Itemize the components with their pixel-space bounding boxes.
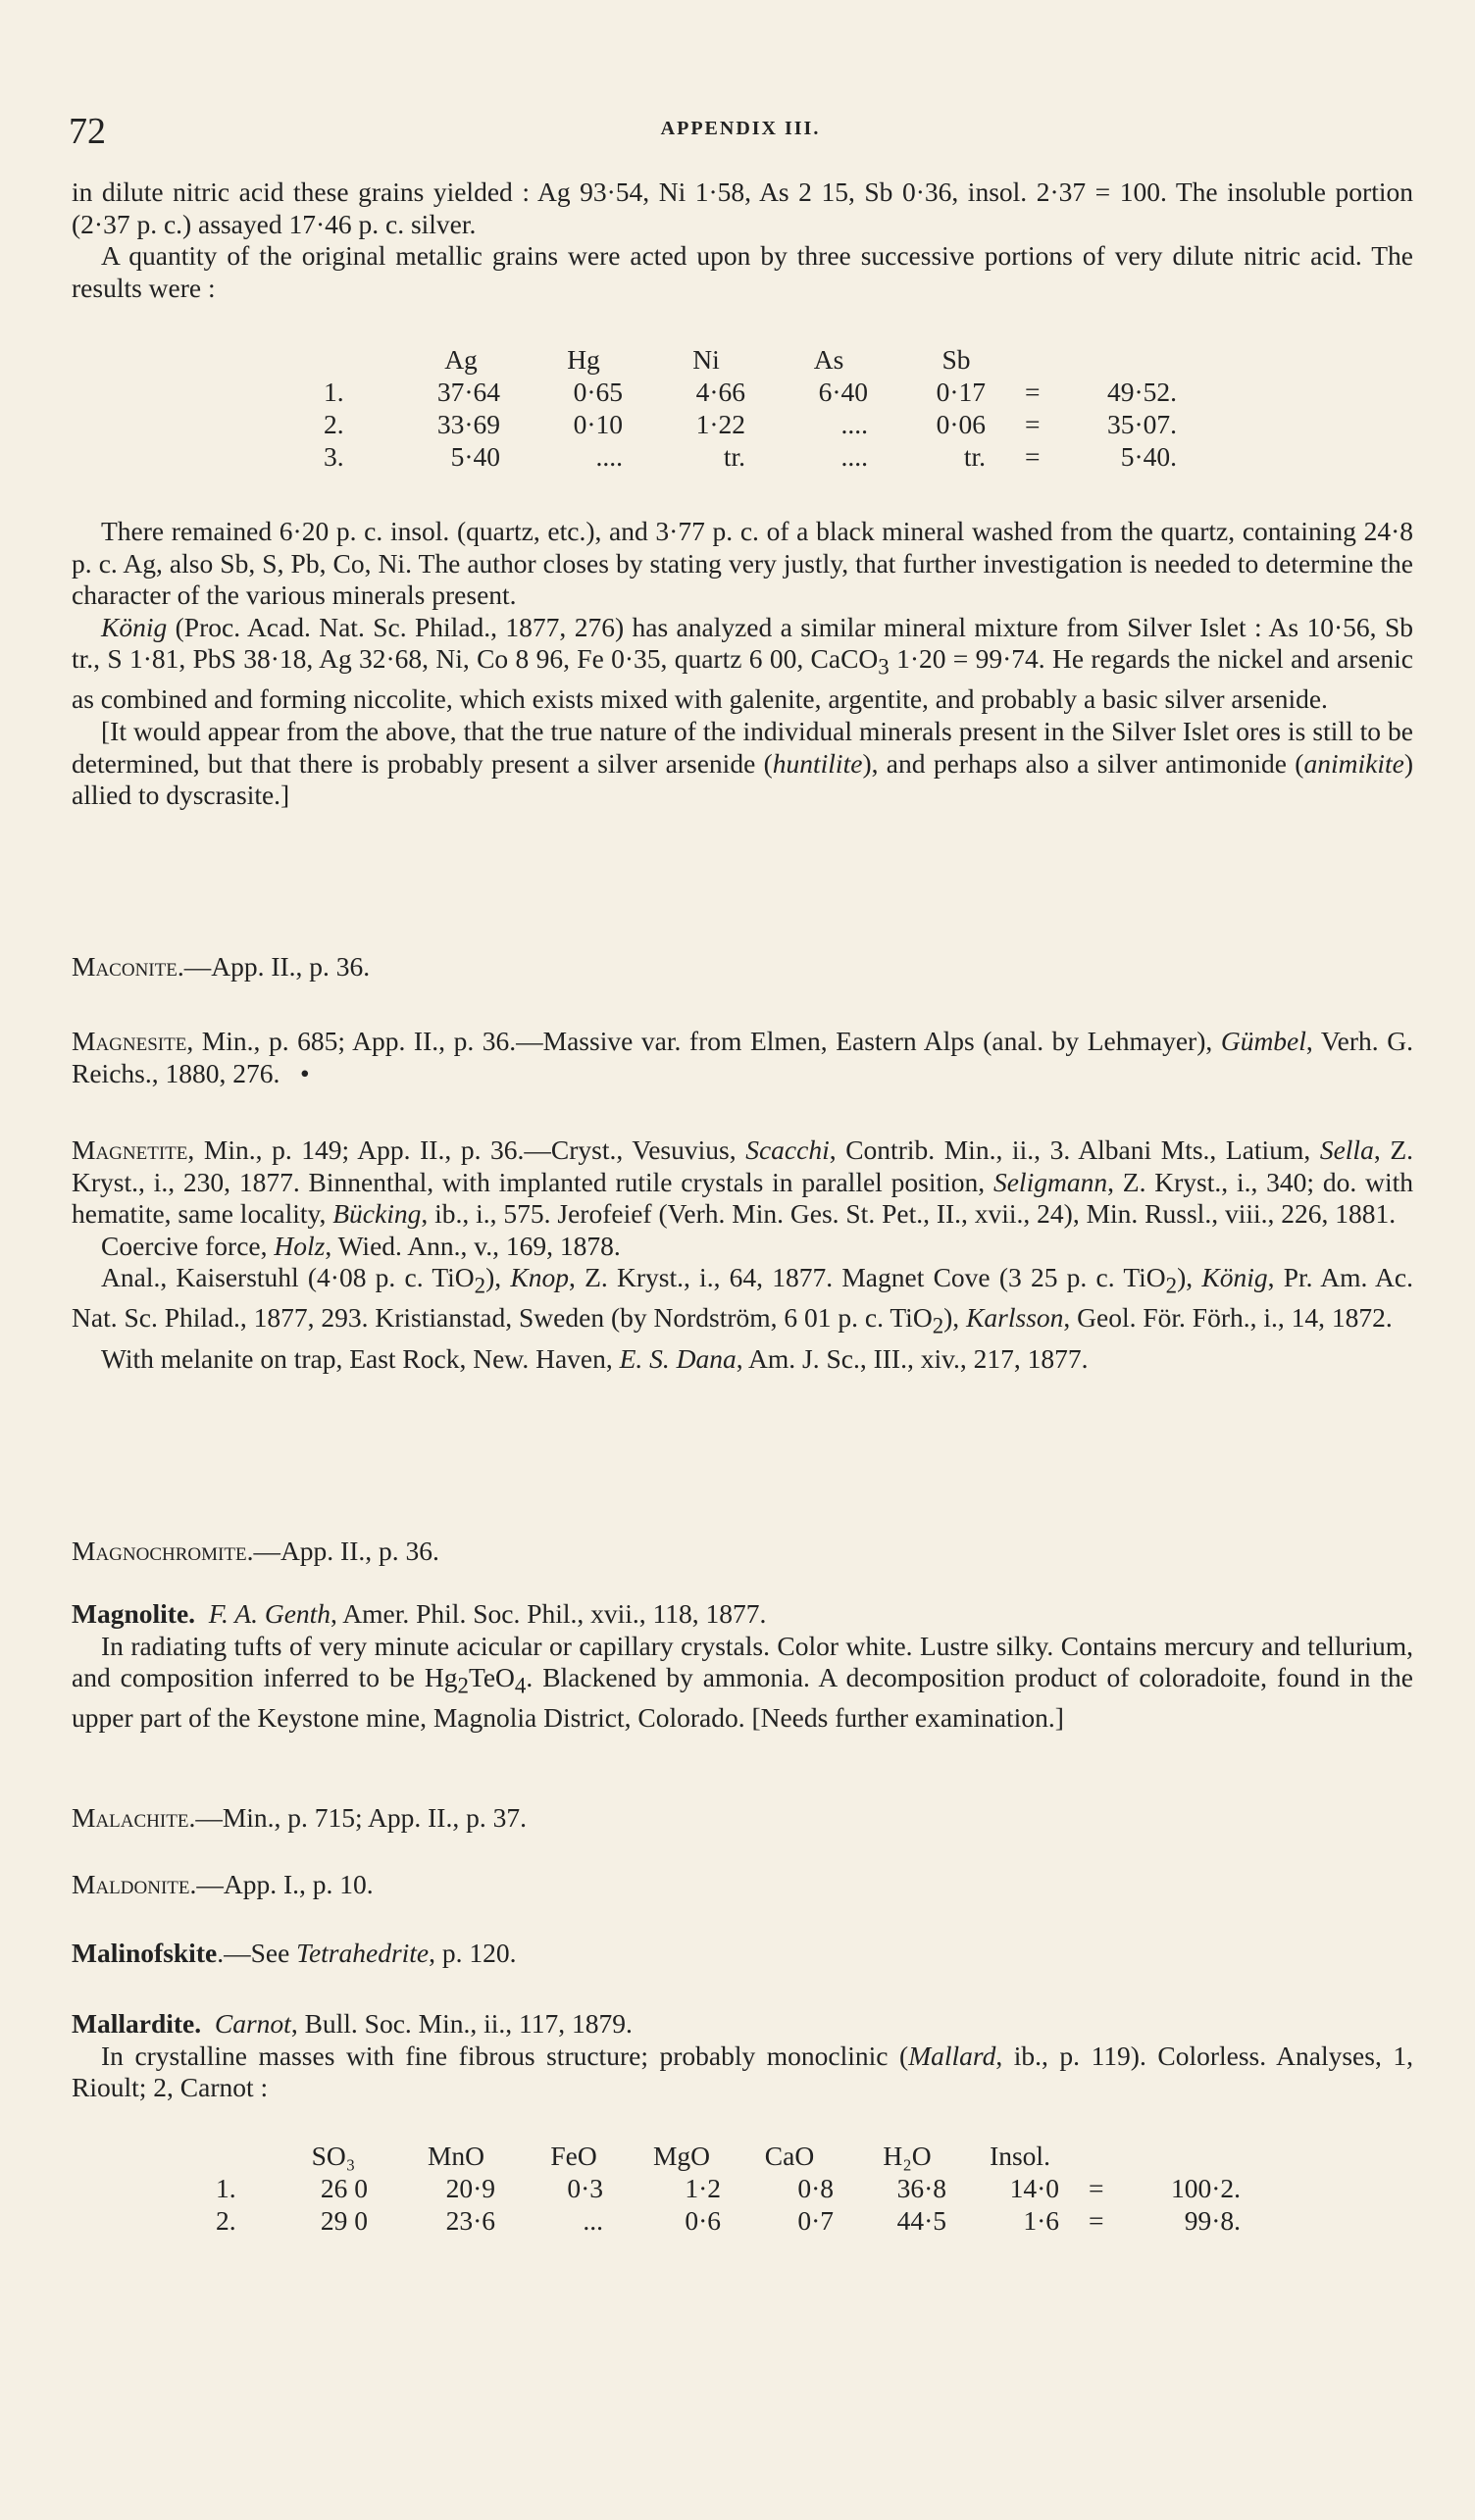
table2-header: SO₃ [311, 2141, 356, 2171]
author-name: König [101, 611, 168, 642]
table1-header-hg: Hg [567, 344, 600, 375]
table1-equals: = [1025, 441, 1041, 472]
intro-paragraph-1: in dilute nitric acid these grains yielded : Ag 93·54, Ni 1·58, As 2 15, Sb 0·36, insol. 2·37 = 100. The insoluble portion (2·37 p. c.) assayed 17·46 p. c. silver. [72, 176, 1413, 239]
table2-cell: 29 0 [320, 2205, 368, 2236]
stray-mark: • [299, 1057, 310, 1088]
malachite-entry: Malachite.—Min., p. 715; App. II., p. 37. [72, 1802, 527, 1833]
magnolite-entry: Magnolite. F. A. Genth, Amer. Phil. Soc. Phil., xvii., 118, 1877. In radiating tufts of very minute acicular or capillary crystals. Color white. Lustre silky. Contains mercury and tellurium, and composition inferred to be $Hg_2TeO_4$. Blackened by ammonia. A decomposition product of coloradoite, found in the upper part of the Keystone mine, Magnolia District, Colorado. [Needs further examination.] [72, 1598, 1413, 1734]
intro-paragraph-2: A quantity of the original metallic grains were acted upon by three successive portions of very dilute nitric acid. The results were : [72, 240, 1413, 303]
table2-cell: 1·2 [685, 2173, 721, 2203]
table2-cell: 14·0 [1009, 2173, 1059, 2203]
table1-total: 5·40. [1120, 441, 1177, 472]
table1-header-ag: Ag [444, 344, 478, 375]
table2-cell: 1·6 [1023, 2205, 1059, 2236]
table2-header: MgO [652, 2141, 711, 2171]
entry-heading: Malachite [72, 1802, 189, 1833]
table1-cell: 0·10 [573, 409, 623, 439]
table1-cell: 5·40 [450, 441, 500, 472]
table1-cell: tr. [723, 441, 745, 472]
mallardite-analyses-table [0, 2140, 1475, 2247]
running-head: APPENDIX III. [660, 118, 821, 139]
entry-heading: Maconite [72, 951, 178, 982]
table1-cell: 33·69 [436, 409, 500, 439]
mallardite-entry: Mallardite. Carnot, Bull. Soc. Min., ii., 117, 1879. In crystalline masses with fine fibrous structure; probably monoclinic (Mallard, ib., p. 119). Colorless. Analyses, 1, Rioult; 2, Carnot : [72, 2008, 1413, 2103]
table1-cell: 37·64 [436, 377, 500, 407]
table2-cell: 0·6 [685, 2205, 721, 2236]
table1-cell: 0·06 [936, 409, 986, 439]
malinofskite-entry: Malinofskite.—See Tetrahedrite, p. 120. [72, 1938, 517, 1968]
table2-header: MnO [427, 2141, 485, 2171]
entry-heading: Maldonite [72, 1869, 190, 1899]
table1-cell: 1·22 [695, 409, 745, 439]
maldonite-entry: Maldonite.—App. I., p. 10. [72, 1869, 374, 1899]
table1-row-number: 3. [324, 441, 344, 472]
table1-cell: 6·40 [818, 377, 868, 407]
table1-cell: 0·17 [936, 377, 986, 407]
magnochromite-entry: Magnochromite.—App. II., p. 36. [72, 1536, 439, 1566]
table1-cell: 0·65 [573, 377, 623, 407]
table1-header-ni: Ni [692, 344, 720, 375]
analysis-discussion [72, 516, 1413, 812]
table2-header: Insol. [990, 2141, 1050, 2171]
entry-heading: Mallardite. [72, 2008, 202, 2039]
table2-total: 99·8. [1184, 2205, 1241, 2236]
page-header [69, 110, 1412, 152]
maconite-entry: Maconite.—App. II., p. 36. [72, 951, 371, 982]
table1-row-number: 2. [324, 409, 344, 439]
table2-row-number: 2. [216, 2205, 236, 2236]
table2-header: FeO [550, 2141, 597, 2171]
editor-note-paragraph: [It would appear from the above, that the true nature of the individual minerals present in the Silver Islet ores is still to be determined, but that there is probably present a silver arsenide (huntilite), and perhaps also a silver antimonide (animikite) allied to dyscrasite.] [72, 716, 1413, 811]
table2-cell: 20·9 [445, 2173, 495, 2203]
magnetite-entry: Magnetite, Min., p. 149; App. II., p. 36.—Cryst., Vesuvius, Scacchi, Contrib. Min., ii., 3. Albani Mts., Latium, Sella, Z. Kryst., i., 230, 1877. Binnenthal, with implanted rutile crystals in parallel position, Seligmann, Z. Kryst., i., 340; do. with hematite, same locality, Bücking, ib., i., 575. Jerofeief (Verh. Min. Ges. St. Pet., II., xvii., 24), Min. Russl., viii., 226, 1881. Coercive force, Holz, Wied. Ann., v., 169, 1878. Anal., Kaiserstuhl (4·08 p. c. TiO$_2$), Knop, Z. Kryst., i., 64, 1877. Magnet Cove (3 25 p. c. TiO$_2$), König, Pr. Am. Ac. Nat. Sc. Philad., 1877, 293. Kristianstad, Sweden (by Nordström, 6 01 p. c. TiO$_2$), Karlsson, Geol. För. Förh., i., 14, 1872. With melanite on trap, East Rock, New. Haven, E. S. Dana, Am. J. Sc., III., xiv., 217, 1877. [72, 1134, 1413, 1374]
page-number: 72 [69, 111, 106, 152]
table2-cell: 36·8 [896, 2173, 946, 2203]
table1-cell: .... [595, 441, 623, 472]
nitric-acid-results-table [0, 343, 1475, 471]
konig-paragraph: König (Proc. Acad. Nat. Sc. Philad., 1877, 276) has analyzed a similar mineral mixture from Silver Islet : As 10·56, Sb tr., S 1·81, PbS 38·18, Ag 32·68, Ni, Co 8 96, Fe 0·35, quartz 6 00, CaCO$_3$ 1·20 = 99·74. He regards the nickel and arsenic as combined and forming niccolite, which exists mixed with galenite, argentite, and probably a basic silver arsenide. [72, 611, 1413, 715]
magnesite-entry: Magnesite, Min., p. 685; App. II., p. 36.—Massive var. from Elmen, Eastern Alps (anal. by Lehmayer), Gümbel, Verh. G. Reichs., 1880, 276. • [72, 1026, 1413, 1088]
entry-heading: Magnesite [72, 1026, 187, 1056]
table1-header-as: As [813, 344, 844, 375]
table1-cell: .... [840, 441, 868, 472]
table2-equals: = [1089, 2173, 1104, 2203]
table2-header: H₂O [883, 2141, 932, 2171]
table2-cell: 23·6 [445, 2205, 495, 2236]
table2-cell: 0·3 [567, 2173, 603, 2203]
table2-cell: 0·8 [797, 2173, 834, 2203]
table2-row-number: 1. [216, 2173, 236, 2203]
table2-total: 100·2. [1170, 2173, 1241, 2203]
table2-cell: 44·5 [896, 2205, 946, 2236]
table1-equals: = [1025, 409, 1041, 439]
intro-section [72, 176, 1413, 304]
table1-cell: 4·66 [695, 377, 745, 407]
entry-heading: Magnolite. [72, 1598, 196, 1629]
table1-total: 35·07. [1106, 409, 1177, 439]
table1-row-number: 1. [324, 377, 344, 407]
entry-heading: Malinofskite [72, 1938, 218, 1968]
remainder-paragraph: There remained 6·20 p. c. insol. (quartz, etc.), and 3·77 p. c. of a black mineral washed from the quartz, containing 24·8 p. c. Ag, also Sb, S, Pb, Co, Ni. The author closes by stating very justly, that further investigation is needed to determine the character of the various minerals present. [72, 516, 1413, 611]
table2-cell: 26 0 [320, 2173, 368, 2203]
entry-heading: Magnochromite [72, 1536, 247, 1566]
table1-cell: tr. [963, 441, 986, 472]
table2-header: CaO [764, 2141, 815, 2171]
table1-cell: .... [840, 409, 868, 439]
table1-header-sb: Sb [941, 344, 971, 375]
entry-heading: Magnetite [72, 1134, 188, 1165]
table1-equals: = [1025, 377, 1041, 407]
table2-cell: 0·7 [797, 2205, 834, 2236]
table1-total: 49·52. [1106, 377, 1177, 407]
table2-cell: ... [583, 2205, 603, 2236]
table2-equals: = [1089, 2205, 1104, 2236]
